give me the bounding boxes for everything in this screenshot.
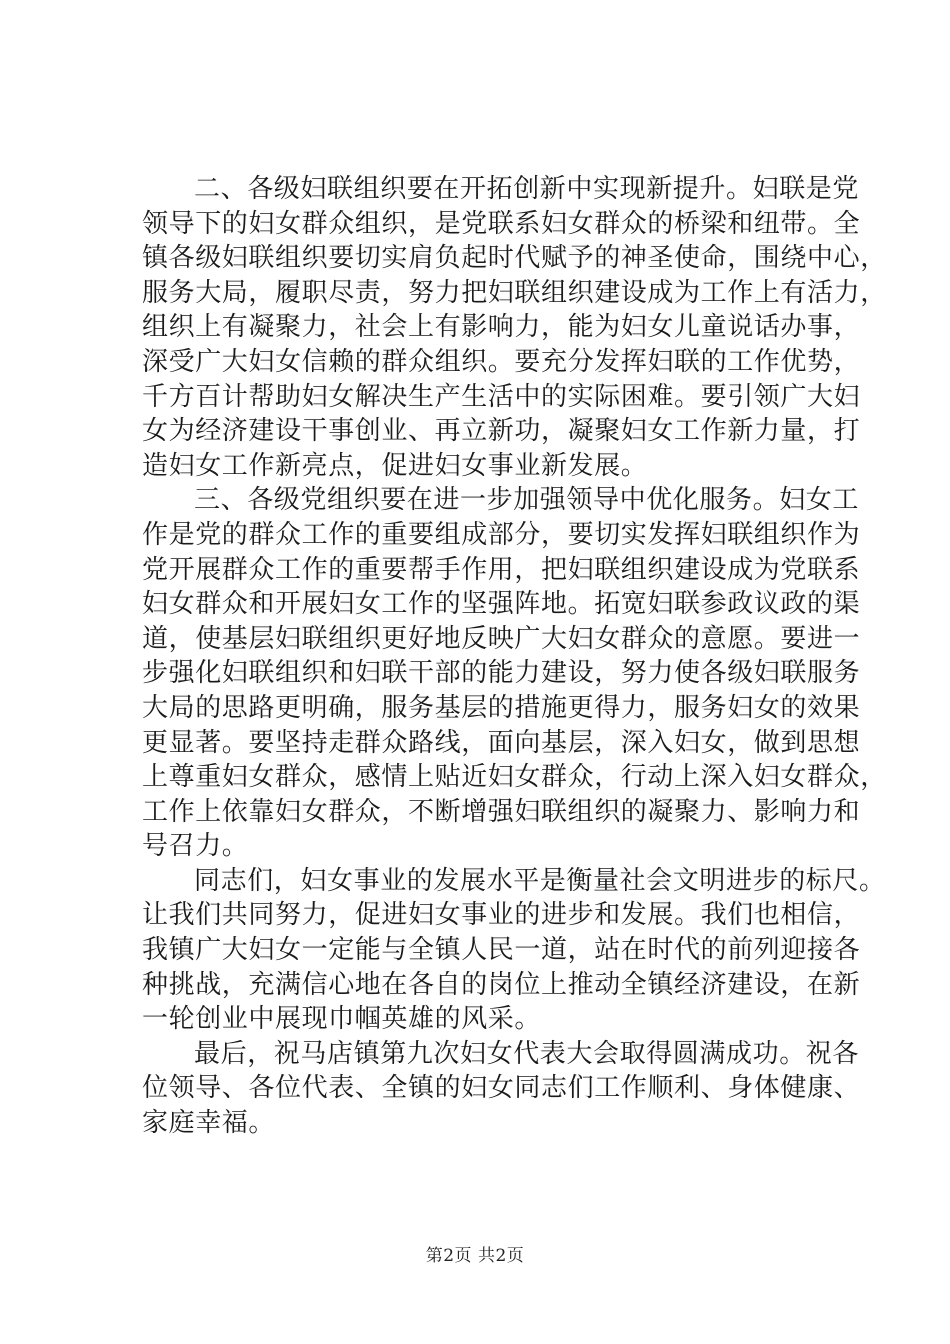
- text-line: 道，使基层妇联组织更好地反映广大妇女群众的意愿。要进一: [142, 623, 861, 654]
- text-line: 党开展群众工作的重要帮手作用，把妇联组织建设成为党联系: [142, 554, 861, 585]
- text-line: 服务大局，履职尽责，努力把妇联组织建设成为工作上有活力，: [142, 277, 887, 308]
- text-line: 更显著。要坚持走群众路线，面向基层，深入妇女，做到思想: [142, 727, 861, 758]
- text-line: 二、各级妇联组织要在开拓创新中实现新提升。妇联是党: [194, 174, 860, 204]
- page-number-footer: 第2页 共2页: [425, 1246, 525, 1266]
- text-line: 千方百计帮助妇女解决生产生活中的实际困难。要引领广大妇: [142, 381, 861, 412]
- text-line: 工作上依靠妇女群众，不断增强妇联组织的凝聚力、影响力和: [142, 796, 861, 827]
- text-line: 同志们，妇女事业的发展水平是衡量社会文明进步的标尺。: [194, 865, 886, 896]
- text-line: 妇女群众和开展妇女工作的坚强阵地。拓宽妇联参政议政的渠: [142, 589, 861, 620]
- text-line: 让我们共同努力，促进妇女事业的进步和发展。我们也相信，: [142, 900, 861, 931]
- text-line: 造妇女工作新亮点，促进妇女事业新发展。: [142, 450, 648, 481]
- text-line: 领导下的妇女群众组织，是党联系妇女群众的桥梁和纽带。全: [142, 208, 861, 239]
- paragraph-closing: [142, 1037, 867, 1141]
- paragraph-2: [142, 172, 887, 483]
- text-line: 三、各级党组织要在进一步加强领导中优化服务。妇女工: [194, 485, 860, 516]
- text-line: 女为经济建设干事创业、再立新功，凝聚妇女工作新力量，打: [142, 416, 861, 447]
- text-line: 号召力。: [142, 831, 249, 862]
- text-line: 大局的思路更明确，服务基层的措施更得力，服务妇女的效果: [142, 692, 861, 723]
- document-body: [142, 172, 887, 1141]
- text-line: 深受广大妇女信赖的群众组织。要充分发挥妇联的工作优势，: [142, 346, 861, 377]
- paragraph-comrades: [142, 864, 886, 1037]
- text-line: 我镇广大妇女一定能与全镇人民一道，站在时代的前列迎接各: [142, 935, 861, 966]
- text-line: 作是党的群众工作的重要组成部分，要切实发挥妇联组织作为: [142, 519, 861, 550]
- text-line: 位领导、各位代表、全镇的妇女同志们工作顺利、身体健康、: [142, 1073, 861, 1104]
- text-line: 组织上有凝聚力，社会上有影响力，能为妇女儿童说话办事，: [142, 312, 861, 343]
- text-line: 最后，祝马店镇第九次妇女代表大会取得圆满成功。祝各: [194, 1038, 860, 1069]
- text-line: 镇各级妇联组织要切实肩负起时代赋予的神圣使命，围绕中心，: [142, 243, 887, 274]
- text-line: 一轮创业中展现巾帼英雄的风采。: [142, 1004, 542, 1035]
- text-line: 步强化妇联组织和妇联干部的能力建设，努力使各级妇联服务: [142, 658, 861, 689]
- paragraph-3: [142, 483, 887, 864]
- text-line: 种挑战，充满信心地在各自的岗位上推动全镇经济建设，在新: [142, 969, 861, 1000]
- text-line: 上尊重妇女群众，感情上贴近妇女群众，行动上深入妇女群众，: [142, 762, 887, 793]
- text-line: 家庭幸福。: [142, 1108, 276, 1139]
